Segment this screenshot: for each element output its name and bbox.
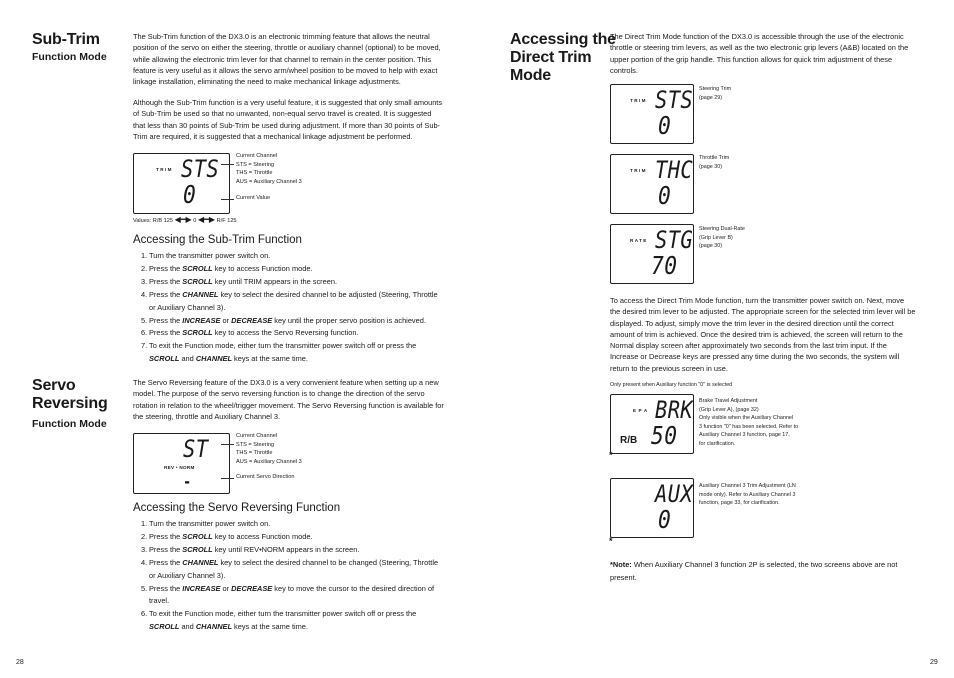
servo-title: Servo Reversing — [32, 377, 108, 412]
callout-line — [221, 164, 234, 165]
lcd-mode-tag: TRIM — [630, 168, 647, 173]
callout-line — [221, 444, 234, 445]
servo-lcd-display — [133, 433, 230, 494]
brake-travel-lcd — [610, 394, 694, 454]
asterisk-marker: * — [609, 450, 613, 460]
subtrim-para1: The Sub-Trim function of the DX3.0 is an electronic trimming feature that allows the neutral position of the servo on either the steering, throttle or auxiliary channel (optional) to be moved, while allowing the electronic trim lever for that channel to remain in the center position. This feature is very useful as it allows the servo arm/wheel position to be moved to help with exact linkage installation, eliminating the need to make mechanical linkage adjustments. — [133, 32, 441, 87]
direct-trim-title: Accessing the Direct Trim Mode — [510, 31, 616, 84]
lcd-mode-tag: E P A — [633, 408, 648, 413]
lcd-channel-readout: ST — [183, 435, 209, 463]
subtrim-para2: Although the Sub-Trim function is a very useful feature, it is suggested that only small amounts of Sub-Trim be used so that no unwanted, non-equal servo travel is created. It is suggested that less than 30 points of Sub-Trim be used during adjustment. If more than 30 points of Sub-Trim are required, it is suggested that a mechanical linkage adjustment be performed. — [133, 98, 443, 141]
callout-line — [221, 199, 234, 200]
lcd-value-readout: 0 — [183, 180, 197, 209]
subtrim-subtitle: Function Mode — [32, 51, 107, 63]
servo-steps — [133, 518, 445, 634]
arrow-left-right-icon: ◀━▶ — [197, 215, 216, 224]
steering-trim-lcd — [610, 84, 694, 144]
lcd-channel-readout: STS — [655, 86, 694, 114]
list-item: 4. Press the CHANNEL key to select the desired channel to be adjusted (Steering, Throttle or Auxiliary Channel 3). — [141, 289, 438, 312]
subtrim-callout-value: Current Value — [236, 195, 271, 201]
aux-note: Only present when Auxiliary function "0" is selected — [610, 382, 733, 388]
lcd-mode-tag: RATE — [630, 238, 648, 243]
lcd-direction-readout: - — [183, 472, 192, 491]
steering-dual-rate-lcd — [610, 224, 694, 284]
subtrim-title: Sub-Trim — [32, 31, 100, 48]
page-number-right: 29 — [930, 659, 938, 666]
lcd-channel-readout: BRK — [655, 396, 694, 424]
subtrim-callout-channel: Current Channel STS = Steering THS = Throttle AUS = Auxiliary Channel 3 — [236, 153, 302, 185]
list-item: 1. Turn the transmitter power switch on. — [141, 251, 271, 260]
servo-para1: The Servo Reversing feature of the DX3.0 is a very convenient feature when setting up a new model. The purpose of the servo reversing function is to change the direction of the servo rotation in relation to the wheel/trigger movement. The Servo Reversing function is available for the steering, throttle and Auxiliary Channel 3. — [133, 378, 444, 421]
page-number-left: 28 — [16, 659, 24, 666]
lcd-value-readout: 70 — [651, 251, 678, 280]
footnote: *Note: When Auxiliary Channel 3 function 2P is selected, the two screens above are not present. — [610, 560, 898, 582]
lcd-value-readout: 0 — [658, 505, 672, 534]
list-item: 2. Press the SCROLL key to access Function mode. — [141, 263, 313, 273]
throttle-trim-lcd — [610, 154, 694, 214]
lcd-value-readout: 50 — [651, 421, 678, 450]
aux-trim-caption: Auxiliary Channel 3 Trim Adjustment (LN mode only). Refer to Auxiliary Channel 3 function, page 33, for clarification. — [699, 483, 796, 507]
servo-heading: Accessing the Servo Reversing Function — [133, 502, 341, 514]
list-item: 6. To exit the Function mode, either turn the transmitter power switch off or press the SCROLL and CHANNEL keys at the same time. — [141, 609, 417, 632]
arrow-left-right-icon: ◀━▶ — [174, 215, 192, 224]
asterisk-marker: * — [609, 536, 613, 546]
lcd-mode-tag: TRIM — [630, 98, 647, 103]
lcd-mode-tag: REV • NORM — [164, 465, 195, 470]
lcd-channel-readout: AUX — [655, 480, 694, 508]
list-item: 3. Press the SCROLL key until REV•NORM appears in the screen. — [141, 544, 360, 554]
throttle-trim-caption: Throttle Trim (page 30) — [699, 155, 730, 170]
lcd-side-label: R/B — [620, 435, 638, 446]
subtrim-lcd-display — [133, 153, 230, 214]
brake-travel-caption: Brake Travel Adjustment (Grip Lever A), (page 32) Only visible when the Auxiliary Channel 3 function "0" has been selected. Refer to Auxiliary Channel 3 function, page 17, for clarification. — [699, 398, 799, 447]
direct-trim-intro: The Direct Trim Mode function of the DX3.0 is accessible through the use of the electronic throttle or steering trim levers, as well as the two electronic grip levers (A&B) located on the upper portion of the grip handle. This function allows for quick trim adjustment of these controls. — [610, 32, 909, 75]
lcd-channel-readout: STG — [655, 226, 694, 254]
lcd-channel-readout: THC — [655, 156, 694, 184]
list-item: 6. Press the SCROLL key to access the Servo Reversing function. — [141, 328, 359, 338]
lcd-mode-tag: TRIM — [156, 167, 173, 172]
list-item: 4. Press the CHANNEL key to select the desired channel to be changed (Steering, Throttle or Auxiliary Channel 3). — [141, 557, 439, 580]
list-item: 5. Press the INCREASE or DECREASE key to move the cursor to the desired direction of travel. — [141, 583, 435, 606]
servo-subtitle: Function Mode — [32, 418, 107, 430]
steering-trim-caption: Steering Trim (page 29) — [699, 86, 732, 101]
steering-dual-rate-caption: Steering Dual-Rate (Grip Lever B) (page 30) — [699, 226, 745, 250]
list-item: 1. Turn the transmitter power switch on. — [141, 519, 271, 528]
servo-callout-value: Current Servo Direction — [236, 474, 295, 480]
lcd-value-readout: 0 — [658, 111, 672, 140]
subtrim-heading: Accessing the Sub-Trim Function — [133, 234, 302, 246]
servo-callout-channel: Current Channel STS = Steering THS = Throttle AUS = Auxiliary Channel 3 — [236, 433, 302, 465]
direct-trim-para2: To access the Direct Trim Mode function, turn the transmitter power switch on. Next, move the desired trim lever to be adjusted. The appropriate screen for the selected trim lever will be displayed. To adjust, simply move the trim lever in the desired direction until the correct amount of trim is achieved. Once the desired trim is achieved, the screen will return to the Normal display screen after approximately two seconds from the last trim input. If the Increase or Decrease keys are pressed any time during the two seconds, the system will return to the previous screen in use. — [610, 296, 916, 373]
list-item: 5. Press the INCREASE or DECREASE key until the proper servo position is achieved. — [141, 315, 426, 325]
list-item: 2. Press the SCROLL key to access Function mode. — [141, 531, 313, 541]
aux-trim-lcd — [610, 478, 694, 538]
lcd-value-readout: 0 — [658, 181, 672, 210]
subtrim-steps — [133, 250, 445, 366]
list-item: 3. Press the SCROLL key until TRIM appears in the screen. — [141, 276, 338, 286]
list-item: 7. To exit the Function mode, either turn the transmitter power switch off or press the SCROLL and CHANNEL keys at the same time. — [141, 341, 417, 364]
values-range: Values: R/B 125 ◀━▶ 0 ◀━▶ R/F 125 — [133, 215, 237, 224]
lcd-channel-readout: STS — [181, 155, 220, 183]
callout-line — [221, 478, 234, 479]
